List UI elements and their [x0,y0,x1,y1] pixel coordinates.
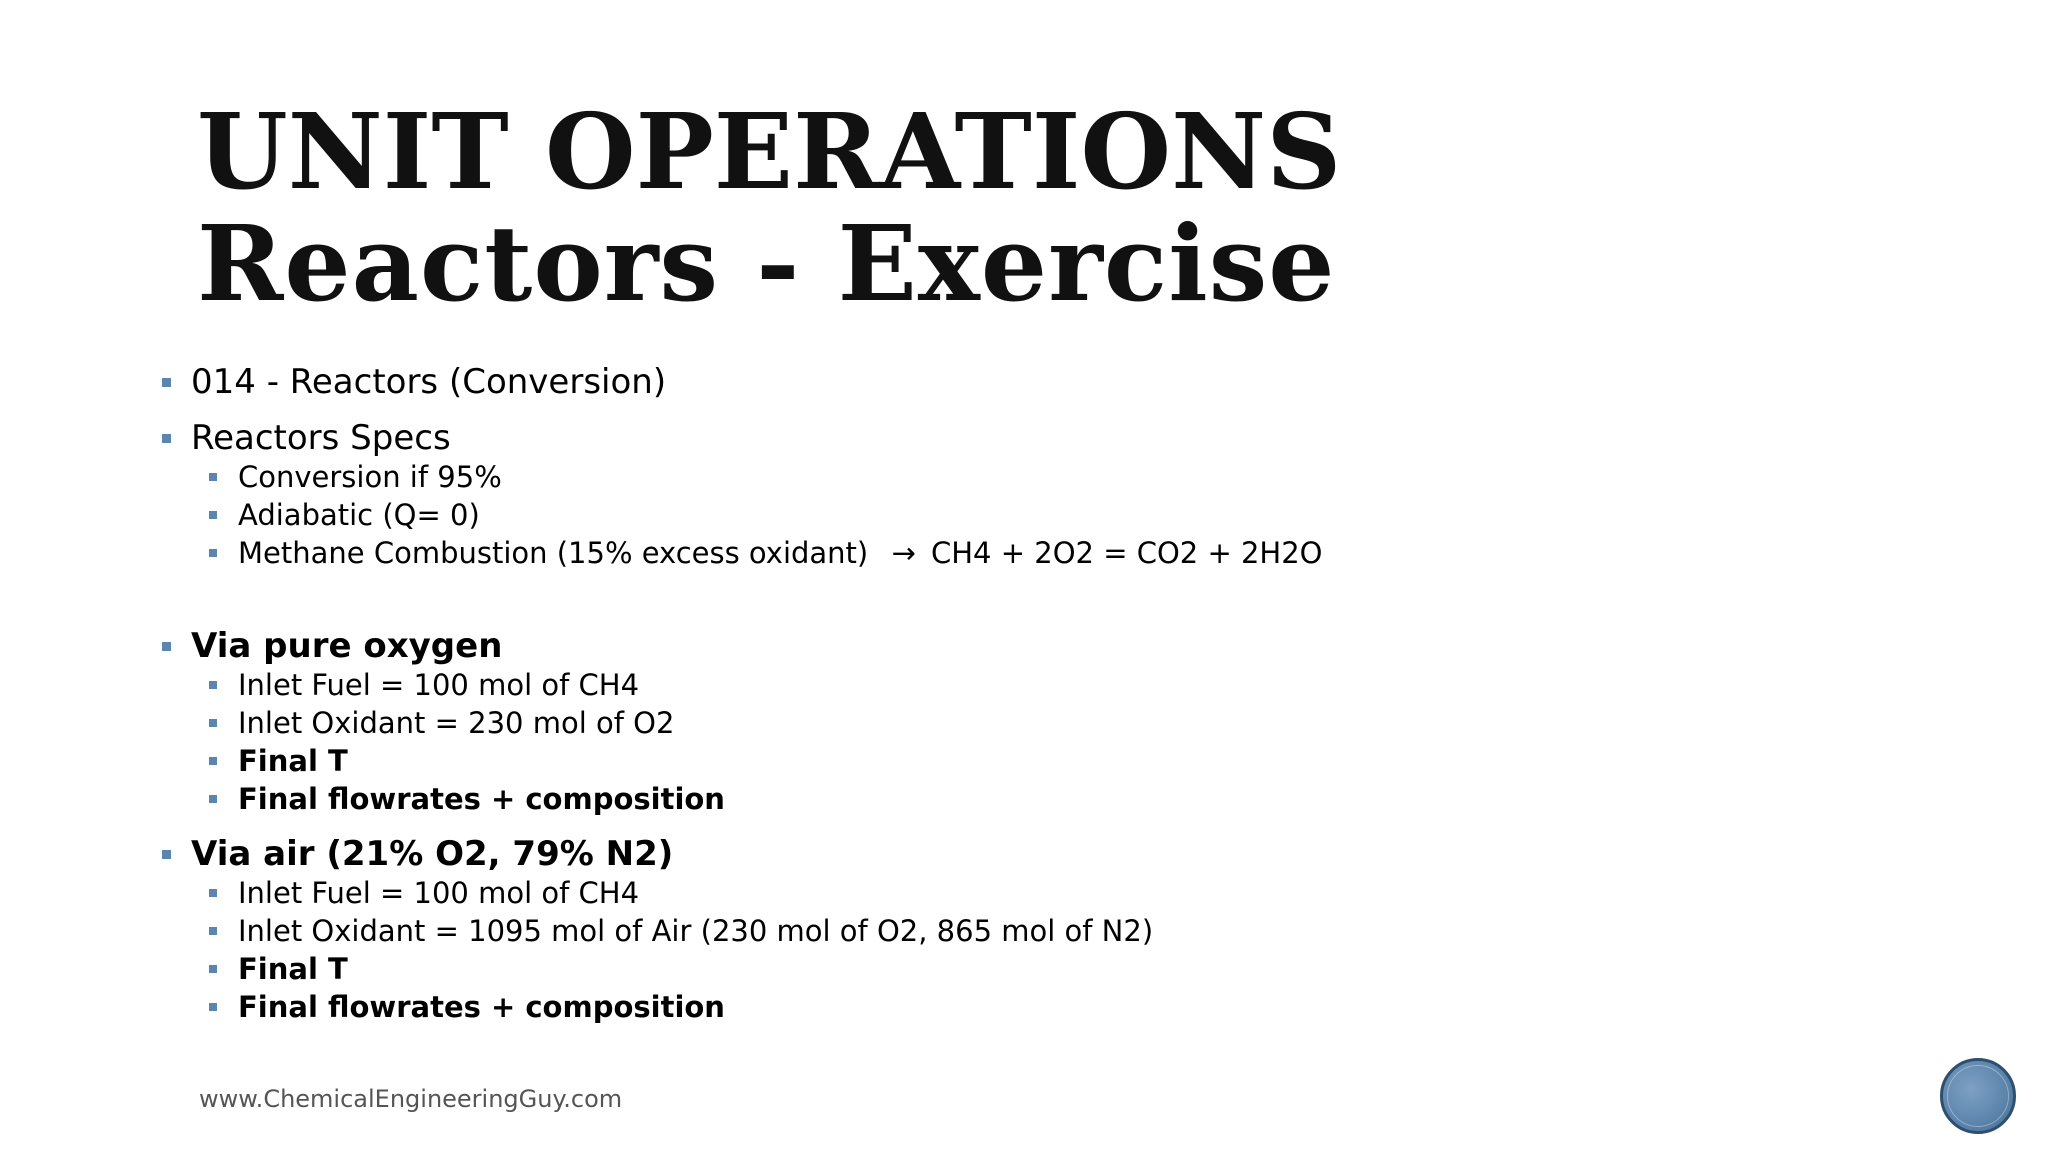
sub-bullet-air-final-t [158,950,1858,988]
bullet-text: Via pure oxygen [191,626,503,666]
bullet-text: Final flowrates + composition [238,990,725,1024]
bullet-oxygen-heading [158,626,1858,666]
footer-website: www.ChemicalEngineeringGuy.com [199,1085,623,1113]
title-line-1: UNIT OPERATIONS [197,90,1342,213]
bullet-list [158,362,1858,1026]
square-bullet-icon [162,642,171,651]
sub-bullet-oxygen-fuel [158,666,1858,704]
square-bullet-icon [209,757,217,765]
square-bullet-icon [209,719,217,727]
sub-bullet-air-oxidant [158,912,1858,950]
square-bullet-icon [162,378,171,387]
sub-bullet-air-final-flowrates [158,988,1858,1026]
bullet-text: Reactors Specs [191,418,451,458]
bullet-text: Final T [238,952,348,986]
square-bullet-icon [209,927,217,935]
sub-bullet-oxygen-final-t [158,742,1858,780]
bullet-text: Adiabatic (Q= 0) [238,498,480,532]
sub-bullet-conversion [158,458,1858,496]
sub-bullet-combustion [158,534,1858,572]
bullet-text: Final T [238,744,348,778]
bullet-text: 014 - Reactors (Conversion) [191,362,667,402]
bullet-text: Conversion if 95% [238,460,502,494]
logo-circle-icon [1940,1058,2016,1134]
bullet-text: Inlet Fuel = 100 mol of CH4 [238,876,640,910]
combustion-equation: CH4 + 2O2 = CO2 + 2H2O [931,536,1323,570]
sub-bullet-air-fuel [158,874,1858,912]
square-bullet-icon [209,889,217,897]
square-bullet-icon [209,795,217,803]
right-arrow-icon: → [891,536,916,570]
bullet-text: Via air (21% O2, 79% N2) [191,834,674,874]
bullet-text: Final flowrates + composition [238,782,725,816]
sub-bullet-oxygen-final-flowrates [158,780,1858,818]
slide-title [197,90,1342,325]
square-bullet-icon [162,434,171,443]
title-line-2: Reactors - Exercise [197,202,1336,325]
bullet-exercise [158,362,1858,402]
bullet-text: Inlet Oxidant = 1095 mol of Air (230 mol of O2, 865 mol of N2) [238,914,1154,948]
bullet-specs-heading [158,418,1858,458]
square-bullet-icon [209,1003,217,1011]
bullet-text: Inlet Fuel = 100 mol of CH4 [238,668,640,702]
sub-bullet-oxygen-oxidant [158,704,1858,742]
square-bullet-icon [209,511,217,519]
sub-bullet-adiabatic [158,496,1858,534]
square-bullet-icon [209,965,217,973]
square-bullet-icon [209,473,217,481]
bullet-air-heading [158,834,1858,874]
bullet-text: Inlet Oxidant = 230 mol of O2 [238,706,675,740]
bullet-text: Methane Combustion (15% excess oxidant) [238,536,869,570]
square-bullet-icon [209,681,217,689]
square-bullet-icon [209,549,217,557]
square-bullet-icon [162,850,171,859]
